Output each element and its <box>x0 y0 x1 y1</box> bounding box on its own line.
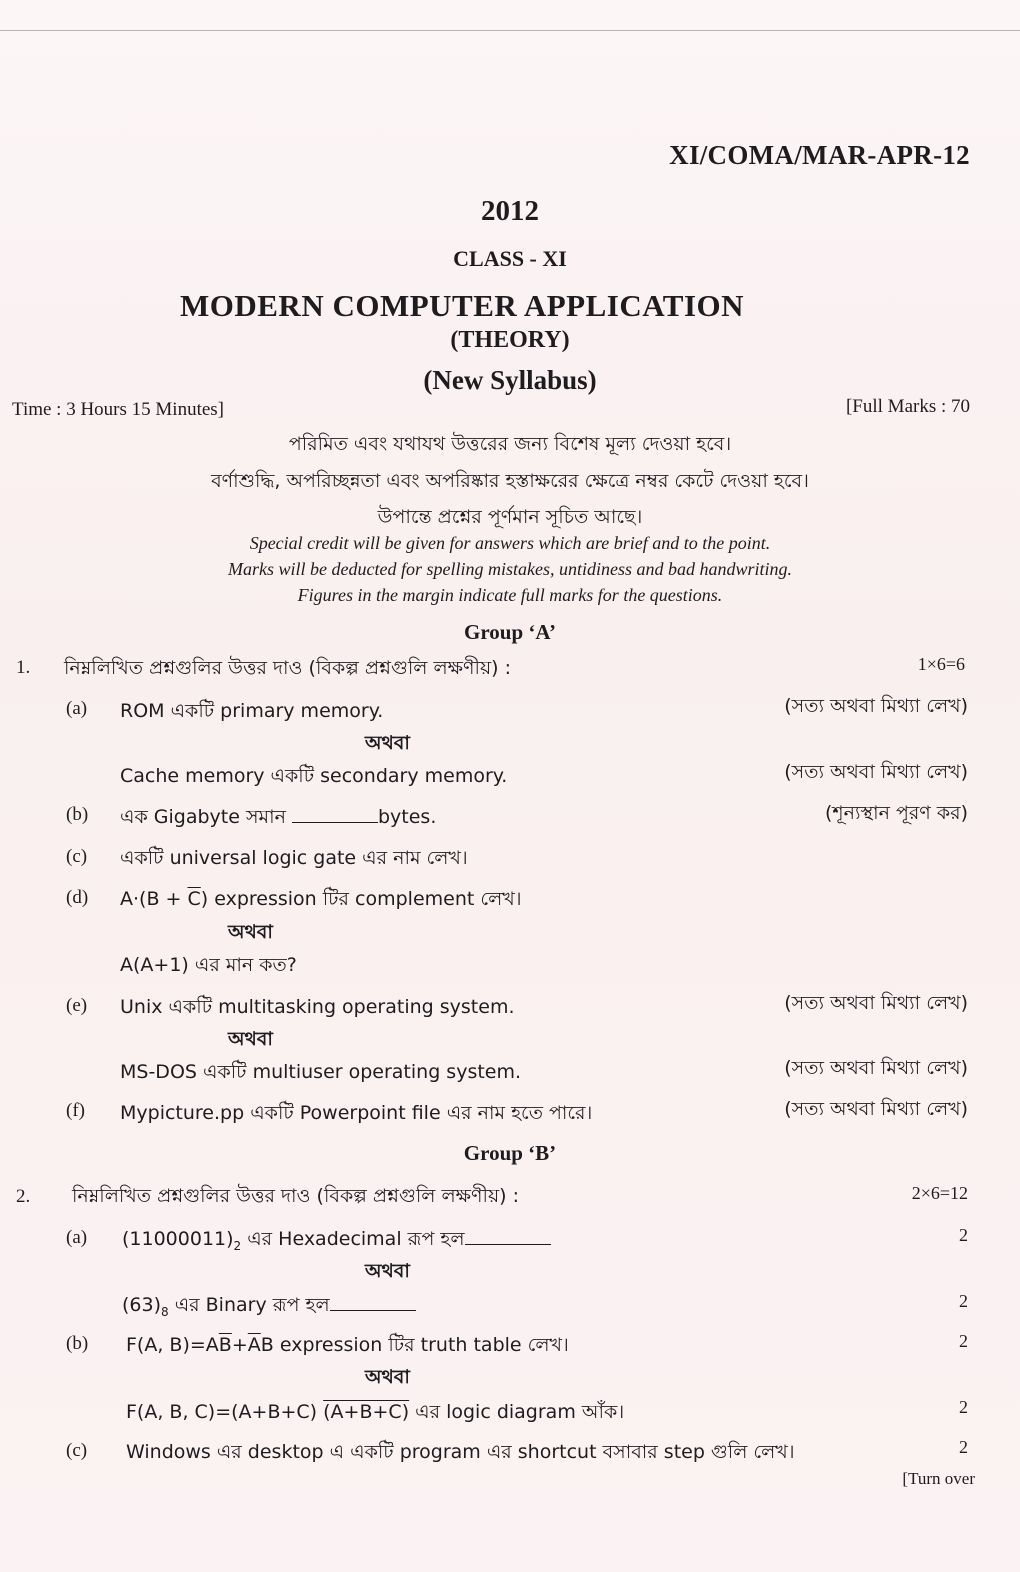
fill-blank <box>465 1230 551 1245</box>
item-text: Unix একটি multitasking operating system. <box>120 996 515 1018</box>
item-marks: 2 <box>959 1291 968 1311</box>
or-label: অথবা <box>365 732 410 754</box>
item-hint: (সত্য অথবা মিথ্যা লেখ) <box>784 695 968 717</box>
question-marks: 2×6=12 <box>911 1183 968 1203</box>
item-label: (c) <box>66 846 88 867</box>
item-marks: 2 <box>959 1331 968 1351</box>
instruction-bn-2: বর্ণাশুদ্ধি, অপরিচ্ছন্নতা এবং অপরিষ্কার হস্তাক্ষরের ক্ষেত্রে নম্বর কেটে দেওয়া হবে। <box>211 470 809 492</box>
complement-bar: $\overline{C}$ <box>187 888 201 910</box>
item-label: (c) <box>66 1440 88 1461</box>
group-a-title: Group ‘A’ <box>464 620 556 644</box>
or-label: অথবা <box>228 1028 273 1050</box>
page-top-edge <box>0 30 1020 31</box>
question-text: নিম্নলিখিত প্রশ্নগুলির উত্তর দাও (বিকল্প প্রশ্নগুলি লক্ষণীয়) : <box>72 1185 520 1207</box>
or-label: অথবা <box>365 1366 410 1388</box>
or-label: অথবা <box>228 921 273 943</box>
item-label: (a) <box>66 698 88 719</box>
question-number: 2. <box>16 1186 31 1207</box>
instruction-en-3: Figures in the margin indicate full marks for the questions. <box>297 585 723 605</box>
instruction-bn-1: পরিমিত এবং যথাযথ উত্তরের জন্য বিশেষ মূল্য দেওয়া হবে। <box>288 433 732 455</box>
item-label: (a) <box>66 1227 88 1248</box>
time-allowed: Time : 3 Hours 15 Minutes] <box>12 399 225 420</box>
item-marks: 2 <box>959 1397 968 1417</box>
item-text: Mypicture.pp একটি Powerpoint file এর নাম হতে পারে। <box>120 1102 593 1124</box>
item-label: (e) <box>66 995 88 1016</box>
item-marks: 2 <box>959 1437 968 1457</box>
item-alt-text: MS-DOS একটি multiuser operating system. <box>120 1061 522 1083</box>
item-label: (b) <box>66 804 89 825</box>
item-label: (d) <box>66 887 89 908</box>
item-text-end: bytes. <box>377 806 437 828</box>
item-marks: 2 <box>959 1225 968 1245</box>
item-alt-text: A(A+1) এর মান কত? <box>120 954 297 976</box>
class-label: CLASS - XI <box>453 246 567 271</box>
fill-blank <box>330 1296 416 1311</box>
item-label: (b) <box>66 1333 89 1354</box>
instruction-bn-3: উপান্তে প্রশ্নের পূর্ণমান সূচিত আছে। <box>377 506 643 528</box>
instruction-en-2: Marks will be deducted for spelling mistakes, untidiness and bad handwriting. <box>228 559 792 579</box>
fill-blank <box>292 808 378 823</box>
item-hint: (সত্য অথবা মিথ্যা লেখ) <box>784 1098 968 1120</box>
base-subscript: 2 <box>233 1238 242 1253</box>
question-marks: 1×6=6 <box>917 654 965 674</box>
item-hint: (শূন্যস্থান পূরণ কর) <box>824 802 968 824</box>
exam-year: 2012 <box>481 195 539 227</box>
item-text: $A\cdot(B + \overline{C})$ expression টির complement লেখ। <box>120 888 522 910</box>
paper-type: (THEORY) <box>450 327 570 353</box>
item-text: একটি universal logic gate এর নাম লেখ। <box>120 847 468 869</box>
item-text: $(11000011)_2$ এর Hexadecimal রূপ হল <box>122 1225 551 1257</box>
base-subscript: 8 <box>161 1304 169 1319</box>
full-marks: [Full Marks : 70 <box>845 396 970 417</box>
syllabus-label: (New Syllabus) <box>423 365 597 395</box>
item-hint: (সত্য অথবা মিথ্যা লেখ) <box>784 761 968 783</box>
item-alt-text: F(A, B, C)=(A+B+C) (A+B+C) এর logic diagram আঁক। <box>126 1401 625 1423</box>
group-b-title: Group ‘B’ <box>463 1141 557 1165</box>
item-hint: (সত্য অথবা মিথ্যা লেখ) <box>784 992 968 1014</box>
instruction-en-1: Special credit will be given for answers which are brief and to the point. <box>249 533 771 553</box>
question-text: নিম্নলিখিত প্রশ্নগুলির উত্তর দাও (বিকল্প প্রশ্নগুলি লক্ষণীয়) : <box>64 657 512 679</box>
item-alt-text: Cache memory একটি secondary memory. <box>120 765 508 787</box>
item-text: এক Gigabyte সমান <box>120 806 286 828</box>
item-text: F(A, $B)=A\overline{B}+\overline{A}B$ expression টির truth table লেখ। <box>126 1334 569 1356</box>
item-text: ROM একটি primary memory. <box>120 700 384 722</box>
question-number: 1. <box>16 657 31 678</box>
item-hint: (সত্য অথবা মিথ্যা লেখ) <box>784 1057 968 1079</box>
item-label: (f) <box>66 1100 85 1121</box>
paper-code: XI/COMA/MAR-APR-12 <box>669 140 970 170</box>
subject-title: MODERN COMPUTER APPLICATION <box>180 288 745 323</box>
or-label: অথবা <box>365 1260 410 1282</box>
item-text: Windows এর desktop এ একটি program এর shortcut বসাবার step গুলি লেখ। <box>126 1441 795 1463</box>
turn-over: [Turn over <box>902 1469 975 1488</box>
item-alt-text: $(63)_8$ এর Binary রূপ হল <box>122 1291 416 1323</box>
